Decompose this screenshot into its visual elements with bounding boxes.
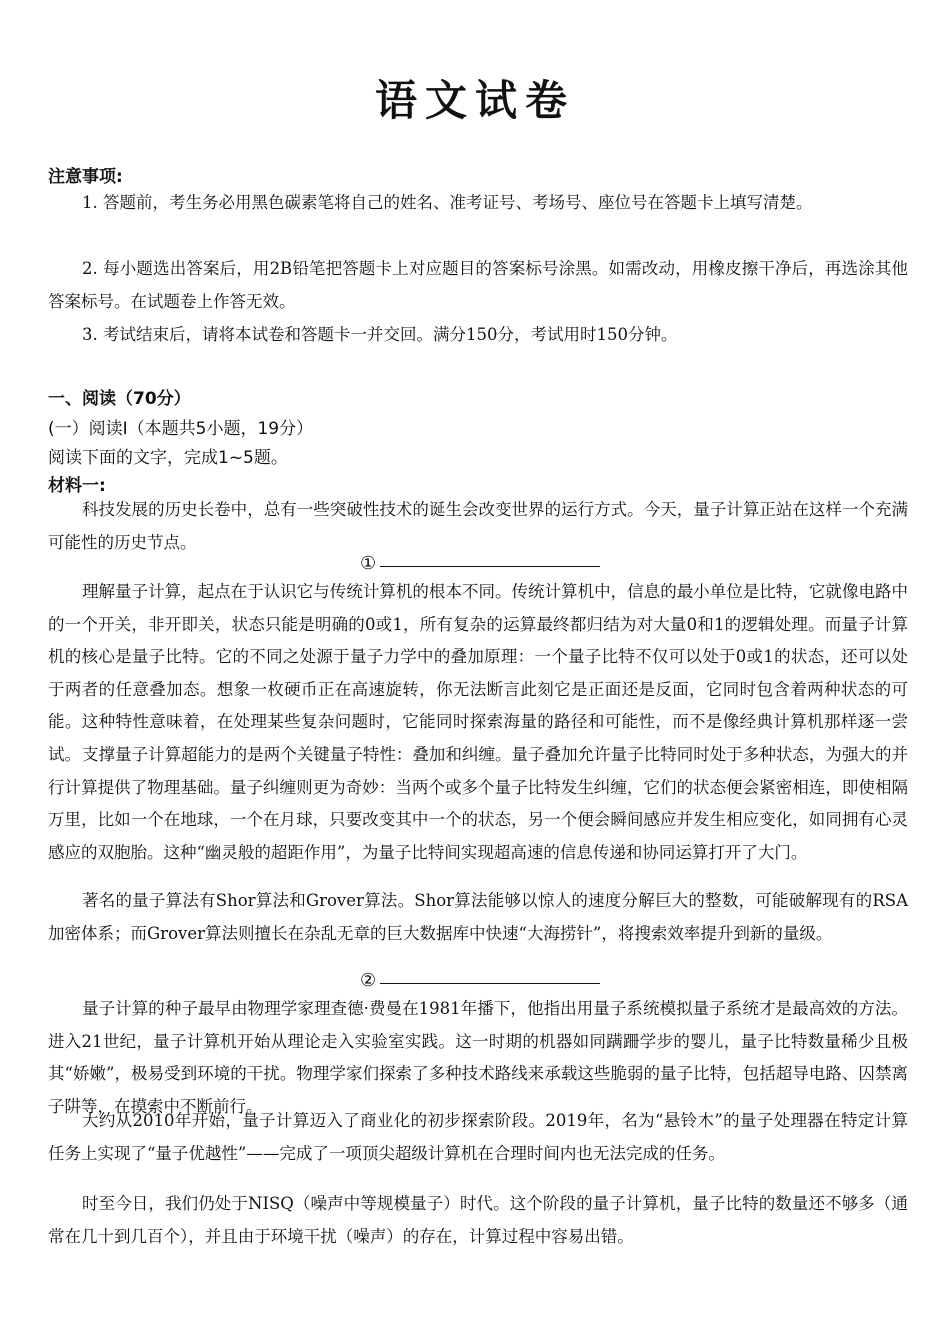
part2-paragraph-2: 大约从2010年开始，量子计算迈入了商业化的初步探索阶段。2019年，名为“悬铃木”的量子处理器在特定计算任务上实现了“量子优越性”——完成了一项顶尖超级计算机在合理时间内也无法完成的任务。 <box>48 1111 908 1163</box>
notice-item-1: 1. 答题前，考生务必用黑色碳素笔将自己的姓名、准考证号、考场号、座位号在答题卡上填写清楚。 <box>82 193 813 212</box>
section-heading: 一、阅读（70分） <box>48 389 191 409</box>
sub-section-heading: (一）阅读Ⅰ（本题共5小题，19分） <box>48 419 314 439</box>
blank-2-number: ② <box>360 970 377 991</box>
subtitle-blank-2 <box>360 970 620 991</box>
part2-paragraph-1: 量子计算的种子最早由物理学家理查德·费曼在1981年播下，他指出用量子系统模拟量子系统才是最高效的方法。进入21世纪，量子计算机开始从理论走入实验室实践。这一时期的机器如同蹒跚学步的婴儿，量子比特数量稀少且极其“娇嫩”，极易受到环境的干扰。物理学家们探索了多种技术路线来承载这些脆弱的量子比特，包括超导电路、囚禁离子阱等，在摸索中不断前行。 <box>48 999 908 1116</box>
notice-item-2: 2. 每小题选出答案后，用2B铅笔把答题卡上对应题目的答案标号涂黑。如需改动，用橡皮擦干净后，再选涂其他答案标号。在试题卷上作答无效。 <box>48 259 908 311</box>
part2-paragraph-3: 时至今日，我们仍处于NISQ（噪声中等规模量子）时代。这个阶段的量子计算机，量子比特的数量还不够多（通常在几十到几百个），并且由于环境干扰（噪声）的存在，计算过程中容易出错。 <box>48 1194 908 1246</box>
blank-1-underline <box>380 566 600 567</box>
reading-instruction: 阅读下面的文字，完成1~5题。 <box>48 448 288 468</box>
blank-1-number: ① <box>360 553 377 574</box>
page-title: 语文试卷 <box>374 76 575 125</box>
material-label: 材料一: <box>48 476 106 496</box>
part1-paragraph-1: 理解量子计算，起点在于认识它与传统计算机的根本不同。传统计算机中，信息的最小单位是比特，它就像电路中的一个开关，非开即关，状态只能是明确的0或1，所有复杂的运算最终都归结为对大量0和1的逻辑处理。而量子计算机的核心是量子比特。它的不同之处源于量子力学中的叠加原理：一个量子比特不仅可以处于0或1的状态，还可以处于两者的任意叠加态。想象一枚硬币正在高速旋转，你无法断言此刻它是正面还是反面，它同时包含着两种状态的可能。这种特性意味着，在处理某些复杂问题时，它能同时探索海量的路径和可能性，而不是像经典计算机那样逐一尝试。 <box>48 582 908 764</box>
part1-paragraph-2: 支撑量子计算超能力的是两个关键量子特性：叠加和纠缠。量子叠加允许量子比特同时处于多种状态，为强大的并行计算提供了物理基础。量子纠缠则更为奇妙：当两个或多个量子比特发生纠缠，它们的状态便会紧密相连，即使相隔万里，比如一个在地球，一个在月球，只要改变其中一个的状态，另一个便会瞬间感应并发生相应变化，如同拥有心灵感应的双胞胎。这种“幽灵般的超距作用”，为量子比特间实现超高速的信息传递和协同运算打开了大门。 <box>48 745 908 862</box>
notice-heading: 注意事项: <box>48 167 123 187</box>
notice-item-3: 3. 考试结束后，请将本试卷和答题卡一并交回。满分150分，考试用时150分钟。 <box>82 325 678 344</box>
part1-paragraph-3: 著名的量子算法有Shor算法和Grover算法。Shor算法能够以惊人的速度分解巨大的整数，可能破解现有的RSA加密体系；而Grover算法则擅长在杂乱无章的巨大数据库中快速“大海捞针”，将搜索效率提升到新的量级。 <box>48 891 908 943</box>
subtitle-blank-1 <box>360 553 620 574</box>
blank-2-underline <box>380 983 600 984</box>
material-intro: 科技发展的历史长卷中，总有一些突破性技术的诞生会改变世界的运行方式。今天，量子计算正站在这样一个充满可能性的历史节点。 <box>48 500 908 552</box>
